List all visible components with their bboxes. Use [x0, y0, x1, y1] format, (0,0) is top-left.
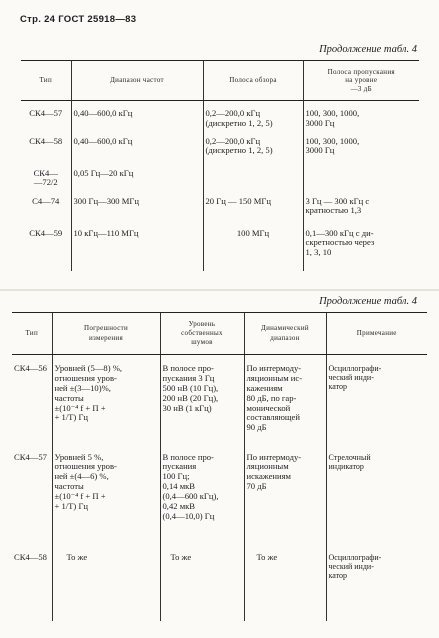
- cell-errors: Уровней 5 %, отношения уров- ней ±(4—6) %, частоты ±(10⁻⁴ f + П + + 1/T) Гц: [52, 445, 160, 551]
- table-header-row: [21, 61, 419, 101]
- header-type: Тип: [12, 313, 52, 355]
- cell-errors: Уровней (5—8) %, отношения уров- ней ±(3—10)%, частоты ±(10⁻⁴ f + П + + 1/T) Гц: [52, 355, 160, 445]
- cell-noise: То же: [160, 551, 244, 621]
- header-note: Примечание: [326, 313, 427, 355]
- cell-errors: То же: [52, 551, 160, 621]
- table-row: [21, 163, 419, 197]
- cell-noise: В полосе про- пускания 3 Гц 500 нВ (10 Гц), 200 нВ (20 Гц), 30 нВ (1 кГц): [160, 355, 244, 445]
- table-row: [12, 355, 427, 445]
- cell-type: СК4—57: [14, 451, 47, 462]
- cell-bandwidth: 3 Гц — 300 кГц с кратностью 1,3: [303, 197, 419, 227]
- cell-type: СК4—56: [14, 363, 47, 373]
- cell-bandwidth: [303, 163, 419, 197]
- cell-note: Осциллографи- ческий инди- катор: [326, 355, 427, 445]
- header-bandwidth: Полоса пропускания на уровне —3 дБ: [303, 61, 419, 101]
- cell-range: 10 кГц—110 МГц: [71, 227, 203, 271]
- cell-scan: 20 Гц — 150 МГц: [203, 197, 303, 227]
- cell-type: СК4— —72/2: [33, 167, 58, 188]
- cell-bandwidth: 100, 300, 1000, 3000 Гц: [303, 101, 419, 133]
- table-header-row: [12, 313, 427, 355]
- table-row: [12, 551, 427, 621]
- header-noise-level: Уровень собственных шумов: [160, 313, 244, 355]
- header-dynamic-range: Динамический диапазон: [244, 313, 326, 355]
- cell-range: 0,05 Гц—20 кГц: [71, 163, 203, 197]
- cell-type: СК4—59: [29, 227, 63, 238]
- cell-scan: 100 МГц: [203, 227, 303, 271]
- cell-bandwidth: 100, 300, 1000, 3000 Гц: [303, 133, 419, 163]
- page-header: Стр. 24 ГОСТ 25918—83: [20, 14, 137, 25]
- cell-type: СК4—58: [14, 551, 47, 562]
- cell-scan: 0,2—200,0 кГц (дискретно 1, 2, 5): [203, 101, 303, 133]
- cell-scan: 0,2—200,0 кГц (дискретно 1, 2, 5): [203, 133, 303, 163]
- table-row: [12, 445, 427, 551]
- header-scan-band: Полоса обзора: [203, 61, 303, 101]
- cell-range: 0,40—600,0 кГц: [71, 133, 203, 163]
- cell-dynamic-range: По интермоду- ляционным ис- кажениям 80 дБ, по гар- монической составляющей 90 дБ: [244, 355, 326, 445]
- table-row: [21, 227, 419, 271]
- header-errors: Погрешности измерения: [52, 313, 160, 355]
- page-divider: [0, 289, 439, 291]
- table-row: [21, 101, 419, 133]
- cell-range: 300 Гц—300 МГц: [71, 197, 203, 227]
- table-frequency-ranges: [21, 60, 419, 271]
- table-measurement-errors: [12, 312, 427, 621]
- cell-bandwidth: 0,1—300 кГц с ди- скретностью через 1, 3, 10: [303, 227, 419, 271]
- cell-dynamic-range: То же: [244, 551, 326, 621]
- cell-noise: В полосе про- пускания 100 Гц; 0,14 мкВ (0,4—600 кГц), 0,42 мкВ (0,4—10,0) Гц: [160, 445, 244, 551]
- continuation-label-2: Продолжение табл. 4: [319, 296, 417, 307]
- cell-note: Стрелочный индикатор: [326, 445, 427, 551]
- cell-type: СК4—57: [29, 108, 63, 118]
- cell-type: СК4—58: [29, 135, 63, 146]
- cell-type: С4—74: [32, 195, 60, 206]
- continuation-label-1: Продолжение табл. 4: [319, 44, 417, 55]
- table-row: [21, 133, 419, 163]
- cell-note: Осциллографи- ческий инди- катор: [326, 551, 427, 621]
- header-frequency-range: Диапазон частот: [71, 61, 203, 101]
- cell-dynamic-range: По интермоду- ляционным искажениям 70 дБ: [244, 445, 326, 551]
- table-row: [21, 197, 419, 227]
- cell-range: 0,40—600,0 кГц: [71, 101, 203, 133]
- header-type: Тип: [21, 61, 71, 101]
- cell-scan: [203, 163, 303, 197]
